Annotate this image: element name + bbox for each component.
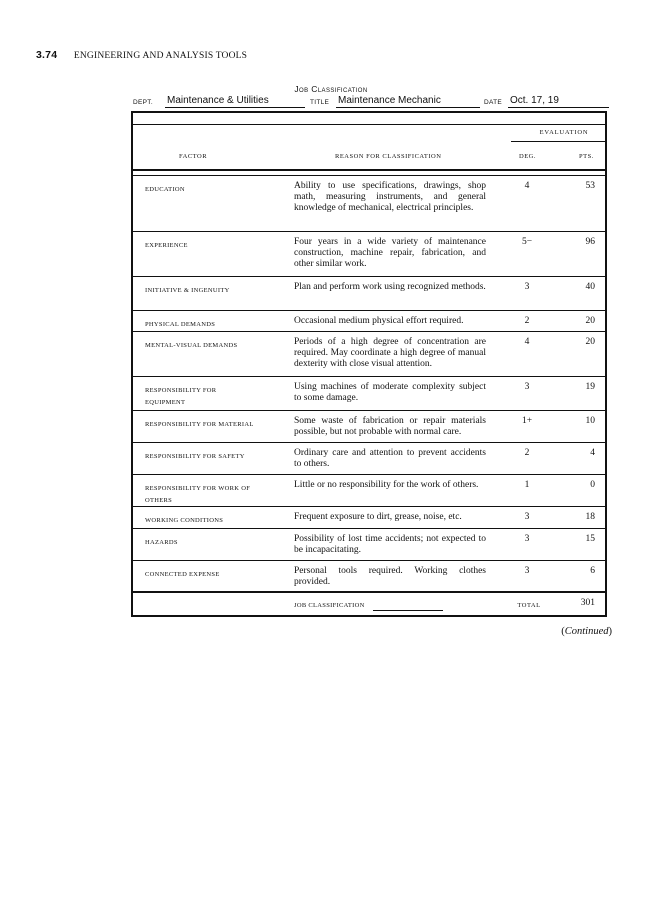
paren-open: ( [561,626,565,637]
continued-note [561,626,612,637]
table-row [133,277,605,311]
factor-cell: WORKING CONDITIONS [145,517,224,524]
deg-cell: 1+ [521,416,533,426]
evaluation-header: EVALUATION [539,129,589,136]
pts-cell: 53 [585,181,595,191]
reason-cell: Personal tools required. Working clothes provided. [294,566,486,587]
table-row [133,411,605,443]
pts-cell: 4 [590,448,595,458]
factor-cell: CONNECTED EXPENSE [145,571,220,578]
pts-cell: 6 [590,566,595,576]
table-row [133,507,605,529]
pts-cell: 19 [585,382,595,392]
deg-cell: 3 [524,566,530,576]
continued-text: Continued [564,626,609,637]
pts-cell: 20 [585,337,595,347]
table-row [133,443,605,475]
reason-cell: Using machines of moderate complexity subject to some damage. [294,382,486,403]
factor-cell: RESPONSIBILITY FOR WORK OF OTHERS [145,485,251,504]
deg-header: DEG. [519,153,536,160]
dept-label: DEPT. [133,99,153,106]
evaluation-rule [511,141,605,142]
table-row [133,332,605,377]
total-label: TOTAL [517,602,541,609]
pts-header: PTS. [579,153,594,160]
paren-close: ) [608,626,612,637]
reason-header: REASON FOR CLASSIFICATION [335,153,442,160]
form-title: Job Classification [294,84,368,94]
deg-cell: 1 [524,480,530,490]
date-value: Oct. 17, 19 [508,95,609,108]
deg-cell: 3 [524,382,530,392]
factor-cell: HAZARDS [145,539,178,546]
job-classification-label: JOB CLASSIFICATION [294,602,365,609]
deg-cell: 2 [524,448,530,458]
factor-cell: RESPONSIBILITY FOR EQUIPMENT [145,387,217,406]
running-head [36,49,247,61]
reason-cell: Periods of a high degree of concentration are required. May coordinate a high degree of manual dexterity with close visual attention. [294,337,486,369]
factor-cell: RESPONSIBILITY FOR MATERIAL [145,421,254,428]
reason-cell: Occasional medium physical effort required. [294,316,464,326]
reason-cell: Ordinary care and attention to prevent accidents to others. [294,448,486,469]
title-value: Maintenance Mechanic [336,95,480,108]
factor-header: FACTOR [179,153,208,160]
pts-cell: 20 [585,316,595,326]
date-label: DATE [484,99,503,106]
section-title: ENGINEERING AND ANALYSIS TOOLS [73,51,248,61]
reason-cell: Four years in a wide variety of maintenance construction, machine repair, fabrication, and other similar work. [294,237,486,269]
pts-cell: 0 [590,480,595,490]
total-value: 301 [580,598,595,608]
reason-cell: Frequent exposure to dirt, grease, noise, etc. [294,512,462,522]
deg-cell: 4 [524,337,530,347]
reason-cell: Some waste of fabrication or repair materials possible, but not probable with normal care. [294,416,486,437]
factor-cell: EXPERIENCE [145,242,188,249]
deg-cell: 4 [524,181,530,191]
table-footer [133,593,605,617]
reason-cell: Possibility of lost time accidents; not expected to be incapacitating. [294,534,486,555]
table-row [133,232,605,277]
title-label: TITLE [310,99,330,106]
pts-cell: 10 [585,416,595,426]
factor-cell: RESPONSIBILITY FOR SAFETY [145,453,245,460]
reason-cell: Ability to use specifications, drawings, shop math, measuring instruments, and general knowledge of mechanical, electrical principles. [294,181,486,213]
table-row [133,377,605,411]
deg-cell: 3 [524,512,530,522]
factor-cell: INITIATIVE & INGENUITY [145,287,230,294]
table-row [133,561,605,593]
pts-cell: 40 [585,282,595,292]
table-row [133,176,605,232]
deg-cell: 3 [524,282,530,292]
reason-cell: Plan and perform work using recognized methods. [294,282,486,292]
pts-cell: 96 [585,237,595,247]
page-number: 3.74 [36,49,58,61]
factor-cell: MENTAL-VISUAL DEMANDS [145,342,238,349]
factor-cell: PHYSICAL DEMANDS [145,321,216,328]
deg-cell: 2 [524,316,530,326]
dept-value: Maintenance & Utilities [165,95,305,108]
reason-cell: Little or no responsibility for the work of others. [294,480,479,490]
deg-cell: 5− [521,237,533,247]
form-header [131,94,611,108]
table-row [133,529,605,561]
table-top-band [133,113,605,125]
classification-table [131,111,607,617]
pts-cell: 18 [585,512,595,522]
table-row [133,475,605,507]
header-rule [133,169,605,171]
table-row [133,311,605,332]
pts-cell: 15 [585,534,595,544]
deg-cell: 3 [524,534,530,544]
job-classification-blank [373,610,443,611]
factor-cell: EDUCATION [145,186,185,193]
